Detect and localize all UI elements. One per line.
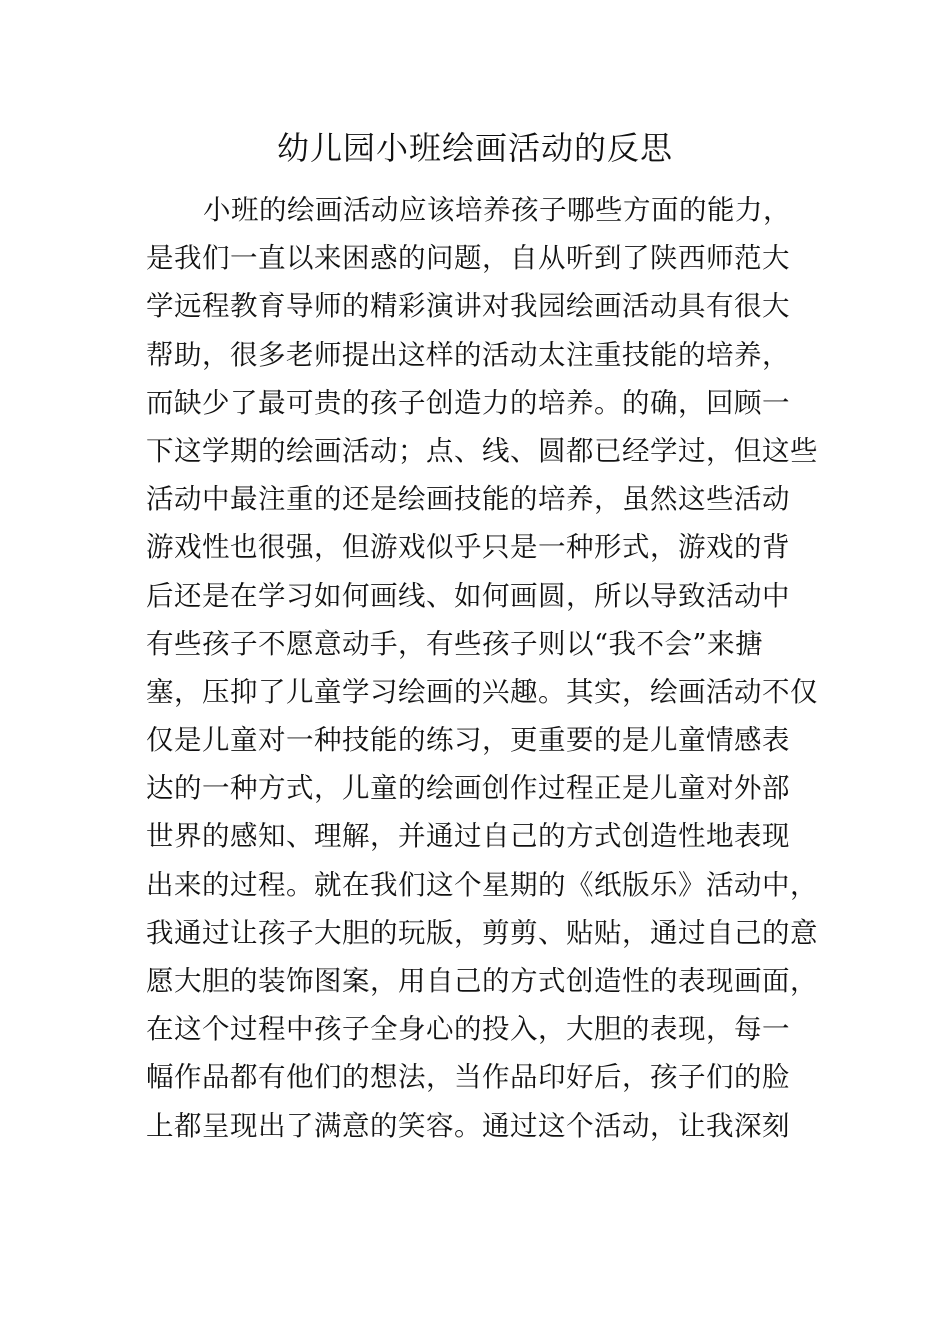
paragraph-line: 而缺少了最可贵的孩子创造力的培养。的确，回顾一 <box>146 386 790 419</box>
paragraph-line: 出来的过程。就在我们这个星期的《纸版乐》活动中， <box>146 868 818 901</box>
paragraph-line: 学远程教育导师的精彩演讲对我园绘画活动具有很大 <box>146 290 790 323</box>
document-body <box>146 186 826 1150</box>
paragraph-line: 是我们一直以来困惑的问题，自从听到了陕西师范大 <box>146 242 790 275</box>
paragraph-line: 达的一种方式，儿童的绘画创作过程正是儿童对外部 <box>146 772 790 805</box>
paragraph-line: 上都呈现出了满意的笑容。通过这个活动，让我深刻 <box>146 1109 790 1142</box>
paragraph-line: 世界的感知、理解，并通过自己的方式创造性地表现 <box>146 820 790 853</box>
paragraph-line: 有些孩子不愿意动手，有些孩子则以“我不会”来搪 <box>146 627 764 660</box>
paragraph-line: 下这学期的绘画活动；点、线、圆都已经学过，但这些 <box>146 434 818 467</box>
paragraph-line: 小班的绘画活动应该培养孩子哪些方面的能力， <box>203 194 791 226</box>
paragraph-line: 愿大胆的装饰图案，用自己的方式创造性的表现画面， <box>146 965 818 997</box>
paragraph-line: 幅作品都有他们的想法，当作品印好后，孩子们的脸 <box>146 1061 790 1094</box>
paragraph-line: 活动中最注重的还是绘画技能的培养，虽然这些活动 <box>146 483 790 516</box>
paragraph-line: 塞，压抑了儿童学习绘画的兴趣。其实，绘画活动不仅 <box>146 675 818 708</box>
paragraph-line: 后还是在学习如何画线、如何画圆，所以导致活动中 <box>146 579 790 612</box>
paragraph-line: 仅是儿童对一种技能的练习，更重要的是儿童情感表 <box>146 724 790 757</box>
paragraph-line: 在这个过程中孩子全身心的投入，大胆的表现，每一 <box>146 1013 790 1046</box>
document-title: 幼儿园小班绘画活动的反思 <box>276 129 673 167</box>
paragraph-line: 我通过让孩子大胆的玩版，剪剪、贴贴，通过自己的意 <box>146 916 818 949</box>
paragraph-line: 游戏性也很强，但游戏似乎只是一种形式，游戏的背 <box>146 531 790 564</box>
paragraph-line: 帮助，很多老师提出这样的活动太注重技能的培养， <box>146 338 790 371</box>
